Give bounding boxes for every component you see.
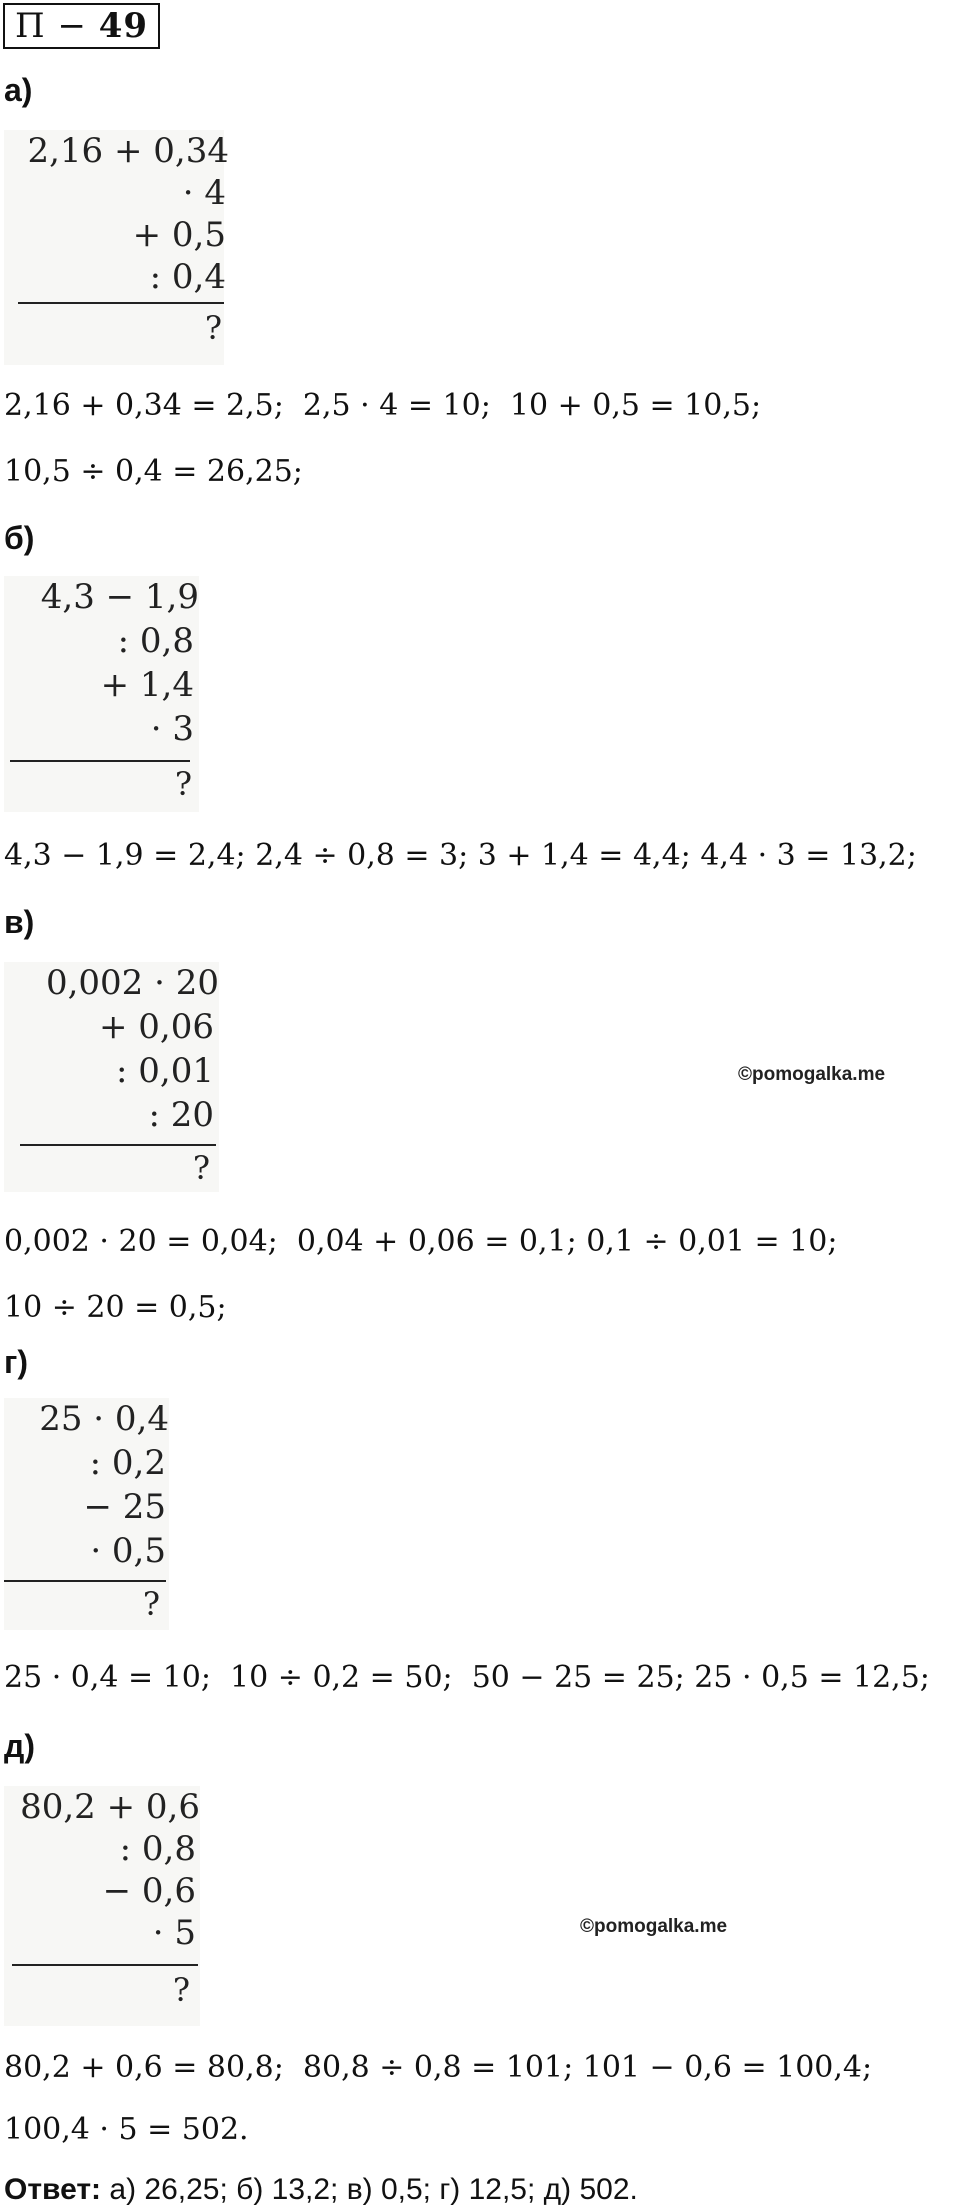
problem-prefix: П − [15,6,99,46]
scheme-line: 25 · 0,4 [39,1399,169,1439]
part-b-solution-line: 4,3 − 1,9 = 2,4; 2,4 ÷ 0,8 = 3; 3 + 1,4 = 4,4; 4,4 · 3 = 13,2; [4,838,917,873]
scheme-line: − 25 [83,1487,166,1527]
scheme-result-mark: ? [204,309,222,347]
scheme-rule [4,1580,166,1582]
scheme-line: 0,002 · 20 [45,963,219,1003]
scheme-result-mark: ? [142,1585,160,1623]
scheme-line: 4,3 − 1,9 [40,577,199,617]
scheme-line: · 4 [182,173,226,213]
scheme-line: 2,16 + 0,34 [27,131,229,171]
scheme-line: : 0,4 [149,257,226,297]
scheme-rule [10,760,190,762]
scheme-line: : 0,8 [117,621,194,661]
scheme-line: : 0,2 [89,1443,166,1483]
scheme-line: · 3 [150,709,194,749]
part-c-scheme [4,962,219,1192]
scheme-result-mark: ? [174,765,192,803]
part-e-label: д) [4,1728,35,1764]
answer-text: а) 26,25; б) 13,2; в) 0,5; г) 12,5; д) 502. [101,2173,638,2206]
part-a-scheme [4,130,229,365]
scheme-rule [18,302,224,304]
part-c-solution-line: 0,002 · 20 = 0,04; 0,04 + 0,06 = 0,1; 0,1 ÷ 0,01 = 10; [4,1224,838,1259]
part-b-scheme [4,576,199,812]
scheme-line: : 0,01 [116,1051,214,1091]
scheme-line: · 5 [152,1913,196,1953]
part-c-solution-line: 10 ÷ 20 = 0,5; [4,1290,227,1325]
scheme-line: : 20 [148,1095,214,1135]
scheme-line: − 0,6 [102,1871,196,1911]
scheme-line: + 0,06 [99,1007,214,1047]
scheme-rule [20,1144,216,1146]
part-a-label: а) [4,72,33,108]
part-e-solution-line: 100,4 · 5 = 502. [4,2112,249,2147]
scheme-result-mark: ? [172,1971,190,2009]
scheme-line: + 1,4 [100,665,194,705]
part-a-solution-line: 10,5 ÷ 0,4 = 26,25; [4,454,303,489]
part-d-solution-line: 25 · 0,4 = 10; 10 ÷ 0,2 = 50; 50 − 25 = 25; 25 · 0,5 = 12,5; [4,1660,930,1695]
scheme-rule [12,1964,198,1966]
part-e-scheme [4,1786,200,2026]
part-d-label: г) [4,1344,28,1380]
part-c-label: в) [4,904,35,940]
problem-number-box [3,3,160,49]
part-b-label: б) [4,520,35,556]
watermark: ©pomogalka.me [580,1916,728,1937]
scheme-line: : 0,8 [119,1829,196,1869]
part-d-scheme [4,1398,169,1630]
watermark: ©pomogalka.me [738,1064,886,1085]
problem-number: 49 [98,6,149,46]
scheme-line: + 0,5 [132,215,226,255]
answer-line [4,2172,638,2208]
part-e-solution-line: 80,2 + 0,6 = 80,8; 80,8 ÷ 0,8 = 101; 101 − 0,6 = 100,4; [4,2050,873,2085]
part-a-solution-line: 2,16 + 0,34 = 2,5; 2,5 · 4 = 10; 10 + 0,5 = 10,5; [4,388,762,423]
answer-label: Ответ: [4,2173,102,2206]
scheme-line: · 0,5 [90,1531,166,1571]
scheme-result-mark: ? [192,1149,210,1187]
scheme-line: 80,2 + 0,6 [20,1787,200,1827]
